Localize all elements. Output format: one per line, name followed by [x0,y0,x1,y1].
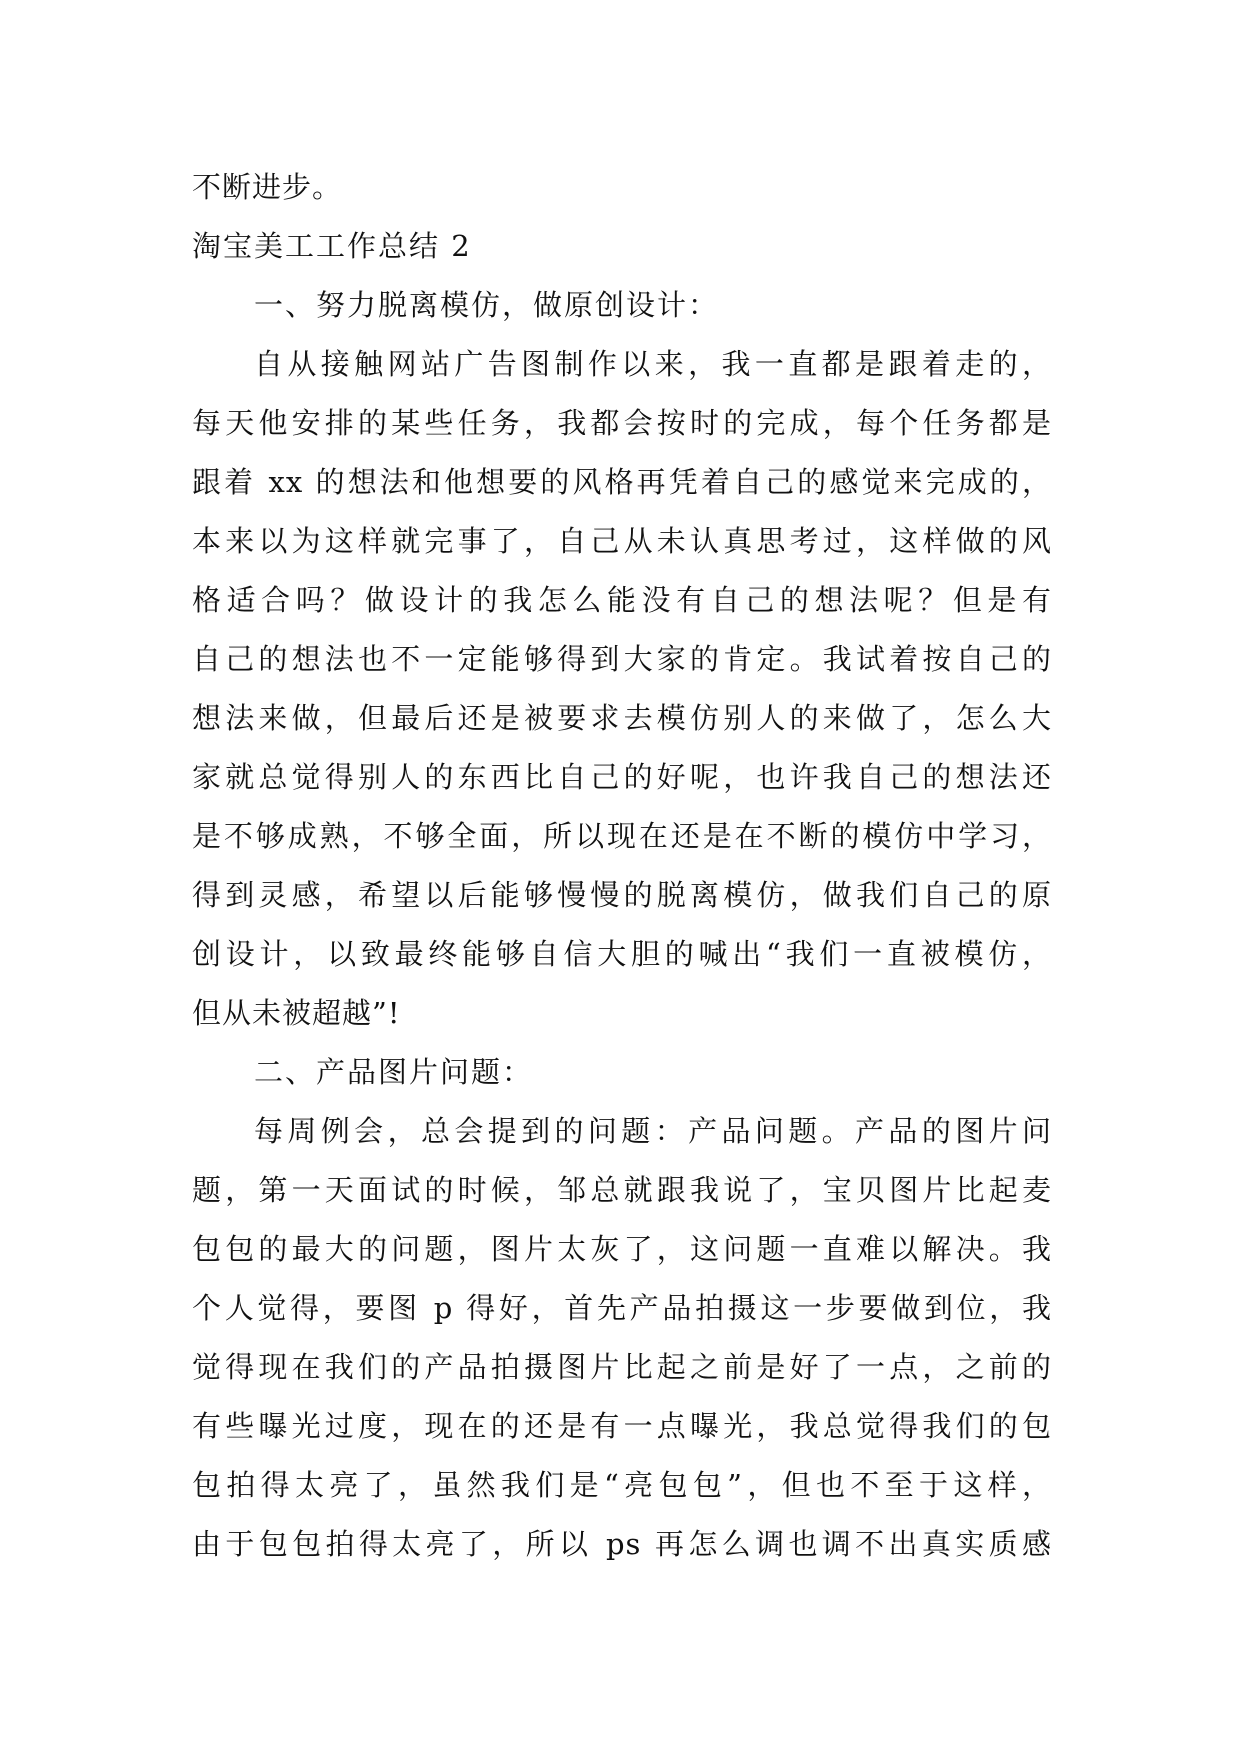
paragraph-line: 不断进步。 [192,170,343,204]
document-body [192,158,1052,1574]
part1-heading: 一、努力脱离模仿，做原创设计： [254,288,720,322]
paragraph-line: 包拍得太亮了，虽然我们是“亮包包”，但也不至于这样， [192,1468,1052,1502]
paragraph-line: 格适合吗？做设计的我怎么能没有自己的想法呢？但是有 [192,583,1052,617]
paragraph-line: 家就总觉得别人的东西比自己的好呢，也许我自己的想法还 [192,760,1052,794]
paragraph-line: 得到灵感，希望以后能够慢慢的脱离模仿，做我们自己的原 [192,878,1052,912]
paragraph-line: 个人觉得，要图 p 得好，首先产品拍摄这一步要做到位，我 [192,1291,1052,1325]
paragraph-line: 跟着 xx 的想法和他想要的风格再凭着自己的感觉来完成的， [192,465,1052,499]
paragraph-line: 本来以为这样就完事了，自己从未认真思考过，这样做的风 [192,524,1052,558]
paragraph-line: 创设计，以致最终能够自信大胆的喊出“我们一直被模仿， [192,937,1052,971]
section-title: 淘宝美工工作总结 2 [192,229,472,263]
paragraph-line: 自从接触网站广告图制作以来，我一直都是跟着走的， [254,347,1052,381]
paragraph-line: 每周例会，总会提到的问题：产品问题。产品的图片问 [254,1114,1052,1148]
paragraph-line: 自己的想法也不一定能够得到大家的肯定。我试着按自己的 [192,642,1052,676]
paragraph-line: 但从未被超越”! [192,996,401,1030]
paragraph-line: 每天他安排的某些任务，我都会按时的完成，每个任务都是 [192,406,1052,440]
paragraph-line: 想法来做，但最后还是被要求去模仿别人的来做了，怎么大 [192,701,1052,735]
paragraph-line: 题，第一天面试的时候，邹总就跟我说了，宝贝图片比起麦 [192,1173,1052,1207]
part2-heading: 二、产品图片问题： [254,1055,534,1089]
paragraph-line: 有些曝光过度，现在的还是有一点曝光，我总觉得我们的包 [192,1409,1052,1443]
paragraph-line: 包包的最大的问题，图片太灰了，这问题一直难以解决。我 [192,1232,1052,1266]
paragraph-line: 是不够成熟，不够全面，所以现在还是在不断的模仿中学习， [192,819,1052,853]
paragraph-line: 觉得现在我们的产品拍摄图片比起之前是好了一点，之前的 [192,1350,1052,1384]
paragraph-line: 由于包包拍得太亮了，所以 ps 再怎么调也调不出真实质感 [192,1527,1052,1561]
